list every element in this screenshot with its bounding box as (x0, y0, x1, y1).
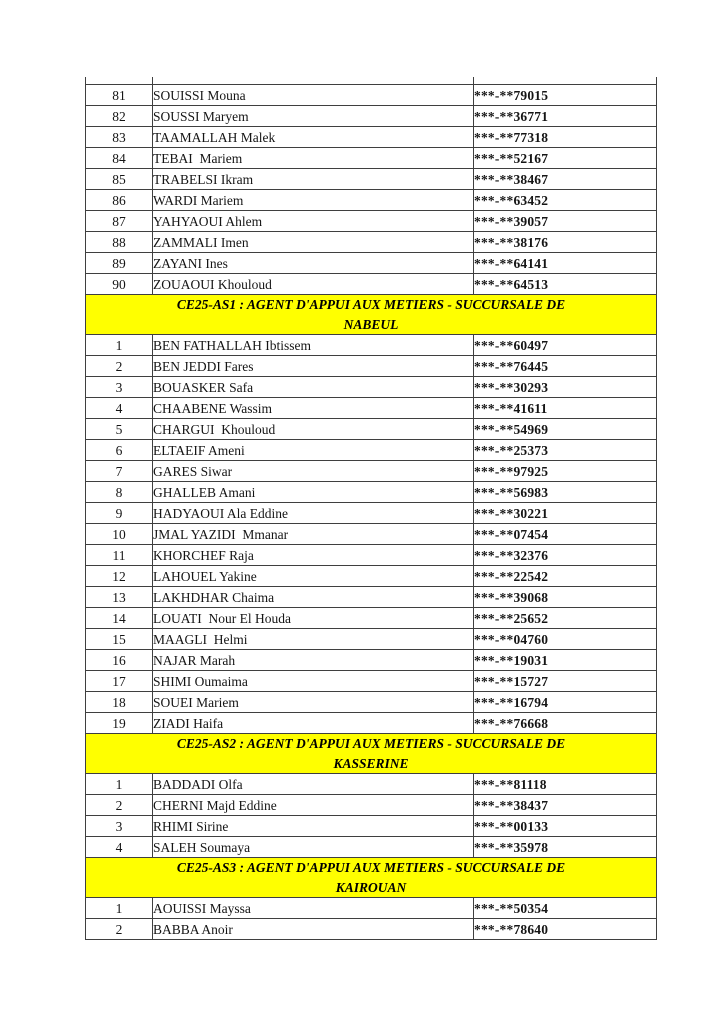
rank-cell: 84 (86, 148, 153, 169)
table-row (86, 440, 657, 461)
section-header-row (86, 734, 657, 774)
name-cell: JMAL YAZIDI Mmanar (153, 524, 474, 545)
table-row (86, 398, 657, 419)
rank-cell: 19 (86, 713, 153, 734)
section-header-row (86, 858, 657, 898)
name-cell: GHALLEB Amani (153, 482, 474, 503)
table-row (86, 274, 657, 295)
rank-cell: 9 (86, 503, 153, 524)
table-row (86, 713, 657, 734)
table-row (86, 335, 657, 356)
table-row (86, 837, 657, 858)
table-row (86, 190, 657, 211)
phone-cell: ***-**38437 (474, 795, 657, 816)
rank-cell: 82 (86, 106, 153, 127)
table-row (86, 524, 657, 545)
name-cell: BABBA Anoir (153, 919, 474, 940)
name-cell: NAJAR Marah (153, 650, 474, 671)
rank-cell: 1 (86, 335, 153, 356)
phone-cell: ***-**30293 (474, 377, 657, 398)
table-row (86, 377, 657, 398)
name-cell: SOUISSI Mouna (153, 85, 474, 106)
name-cell: TAAMALLAH Malek (153, 127, 474, 148)
table-row (86, 650, 657, 671)
name-cell: CHERNI Majd Eddine (153, 795, 474, 816)
phone-cell: ***-**76445 (474, 356, 657, 377)
rank-cell: 12 (86, 566, 153, 587)
section-header-line: KASSERINE (333, 755, 409, 771)
phone-cell: ***-**76668 (474, 713, 657, 734)
phone-cell: ***-**25373 (474, 440, 657, 461)
phone-cell: ***-**64513 (474, 274, 657, 295)
table-row (86, 608, 657, 629)
section-header-line: CE25-AS3 : AGENT D'APPUI AUX METIERS - SUCCURSALE DE (176, 860, 566, 875)
table-row (86, 106, 657, 127)
section-header-line: NABEUL (343, 316, 399, 332)
rank-cell: 86 (86, 190, 153, 211)
phone-cell: ***-**25652 (474, 608, 657, 629)
rank-cell: 11 (86, 545, 153, 566)
phone-cell: ***-**54969 (474, 419, 657, 440)
name-cell: LOUATI Nour El Houda (153, 608, 474, 629)
name-cell: SOUEI Mariem (153, 692, 474, 713)
rank-cell: 3 (86, 377, 153, 398)
phone-cell: ***-**81118 (474, 774, 657, 795)
phone-cell: ***-**19031 (474, 650, 657, 671)
name-cell: ELTAEIF Ameni (153, 440, 474, 461)
phone-cell: ***-**56983 (474, 482, 657, 503)
rank-cell: 1 (86, 898, 153, 919)
rank-cell: 10 (86, 524, 153, 545)
table-row (86, 356, 657, 377)
page-break-stub-cell (474, 77, 657, 85)
phone-cell: ***-**77318 (474, 127, 657, 148)
table-row (86, 211, 657, 232)
rank-cell: 89 (86, 253, 153, 274)
section-header-line: CE25-AS1 : AGENT D'APPUI AUX METIERS - SUCCURSALE DE (176, 297, 566, 312)
rank-cell: 4 (86, 837, 153, 858)
name-cell: SALEH Soumaya (153, 837, 474, 858)
table-row (86, 148, 657, 169)
name-cell: TRABELSI Ikram (153, 169, 474, 190)
phone-cell: ***-**22542 (474, 566, 657, 587)
table-row (86, 461, 657, 482)
phone-cell: ***-**60497 (474, 335, 657, 356)
section-header-row (86, 295, 657, 335)
name-cell: ZAYANI Ines (153, 253, 474, 274)
rank-cell: 2 (86, 356, 153, 377)
table-row (86, 816, 657, 837)
page-break-stub-cell (153, 77, 474, 85)
table-row (86, 774, 657, 795)
rank-cell: 7 (86, 461, 153, 482)
phone-cell: ***-**64141 (474, 253, 657, 274)
phone-cell: ***-**39057 (474, 211, 657, 232)
name-cell: KHORCHEF Raja (153, 545, 474, 566)
phone-cell: ***-**35978 (474, 837, 657, 858)
rank-cell: 85 (86, 169, 153, 190)
name-cell: CHAABENE Wassim (153, 398, 474, 419)
phone-cell: ***-**38176 (474, 232, 657, 253)
phone-cell: ***-**79015 (474, 85, 657, 106)
phone-cell: ***-**15727 (474, 671, 657, 692)
rank-cell: 3 (86, 816, 153, 837)
phone-cell: ***-**63452 (474, 190, 657, 211)
phone-cell: ***-**38467 (474, 169, 657, 190)
name-cell: TEBAI Mariem (153, 148, 474, 169)
rank-cell: 2 (86, 919, 153, 940)
name-cell: CHARGUI Khouloud (153, 419, 474, 440)
phone-cell: ***-**50354 (474, 898, 657, 919)
rank-cell: 87 (86, 211, 153, 232)
table-row (86, 85, 657, 106)
section-header (86, 734, 657, 774)
phone-cell: ***-**30221 (474, 503, 657, 524)
rank-cell: 14 (86, 608, 153, 629)
phone-cell: ***-**97925 (474, 461, 657, 482)
name-cell: LAKHDHAR Chaima (153, 587, 474, 608)
rank-cell: 5 (86, 419, 153, 440)
table-row (86, 503, 657, 524)
table-row (86, 545, 657, 566)
phone-cell: ***-**04760 (474, 629, 657, 650)
name-cell: WARDI Mariem (153, 190, 474, 211)
name-cell: BOUASKER Safa (153, 377, 474, 398)
table-row (86, 169, 657, 190)
page-break-stub-cell (86, 77, 153, 85)
phone-cell: ***-**32376 (474, 545, 657, 566)
table-row (86, 919, 657, 940)
rank-cell: 1 (86, 774, 153, 795)
rank-cell: 81 (86, 85, 153, 106)
phone-cell: ***-**52167 (474, 148, 657, 169)
phone-cell: ***-**07454 (474, 524, 657, 545)
page-break-stub-row (86, 77, 657, 85)
name-cell: BEN FATHALLAH Ibtissem (153, 335, 474, 356)
table-row (86, 419, 657, 440)
rank-cell: 16 (86, 650, 153, 671)
roster-table-body (86, 77, 657, 940)
rank-cell: 83 (86, 127, 153, 148)
name-cell: SOUSSI Maryem (153, 106, 474, 127)
table-row (86, 629, 657, 650)
table-row (86, 898, 657, 919)
name-cell: HADYAOUI Ala Eddine (153, 503, 474, 524)
phone-cell: ***-**00133 (474, 816, 657, 837)
phone-cell: ***-**78640 (474, 919, 657, 940)
name-cell: ZAMMALI Imen (153, 232, 474, 253)
name-cell: MAAGLI Helmi (153, 629, 474, 650)
roster-table (85, 77, 657, 940)
phone-cell: ***-**16794 (474, 692, 657, 713)
table-row (86, 587, 657, 608)
rank-cell: 2 (86, 795, 153, 816)
name-cell: BEN JEDDI Fares (153, 356, 474, 377)
table-row (86, 566, 657, 587)
phone-cell: ***-**41611 (474, 398, 657, 419)
rank-cell: 88 (86, 232, 153, 253)
section-header-line: CE25-AS2 : AGENT D'APPUI AUX METIERS - SUCCURSALE DE (176, 736, 566, 751)
rank-cell: 6 (86, 440, 153, 461)
table-row (86, 253, 657, 274)
rank-cell: 13 (86, 587, 153, 608)
name-cell: LAHOUEL Yakine (153, 566, 474, 587)
section-header (86, 858, 657, 898)
rank-cell: 90 (86, 274, 153, 295)
section-header-line: KAIROUAN (335, 879, 407, 895)
section-header (86, 295, 657, 335)
phone-cell: ***-**36771 (474, 106, 657, 127)
name-cell: BADDADI Olfa (153, 774, 474, 795)
name-cell: GARES Siwar (153, 461, 474, 482)
rank-cell: 18 (86, 692, 153, 713)
table-row (86, 127, 657, 148)
table-row (86, 671, 657, 692)
table-row (86, 692, 657, 713)
rank-cell: 15 (86, 629, 153, 650)
name-cell: AOUISSI Mayssa (153, 898, 474, 919)
table-row (86, 795, 657, 816)
name-cell: ZOUAOUI Khouloud (153, 274, 474, 295)
name-cell: ZIADI Haifa (153, 713, 474, 734)
phone-cell: ***-**39068 (474, 587, 657, 608)
rank-cell: 17 (86, 671, 153, 692)
table-row (86, 232, 657, 253)
name-cell: YAHYAOUI Ahlem (153, 211, 474, 232)
rank-cell: 4 (86, 398, 153, 419)
table-row (86, 482, 657, 503)
name-cell: RHIMI Sirine (153, 816, 474, 837)
rank-cell: 8 (86, 482, 153, 503)
name-cell: SHIMI Oumaima (153, 671, 474, 692)
